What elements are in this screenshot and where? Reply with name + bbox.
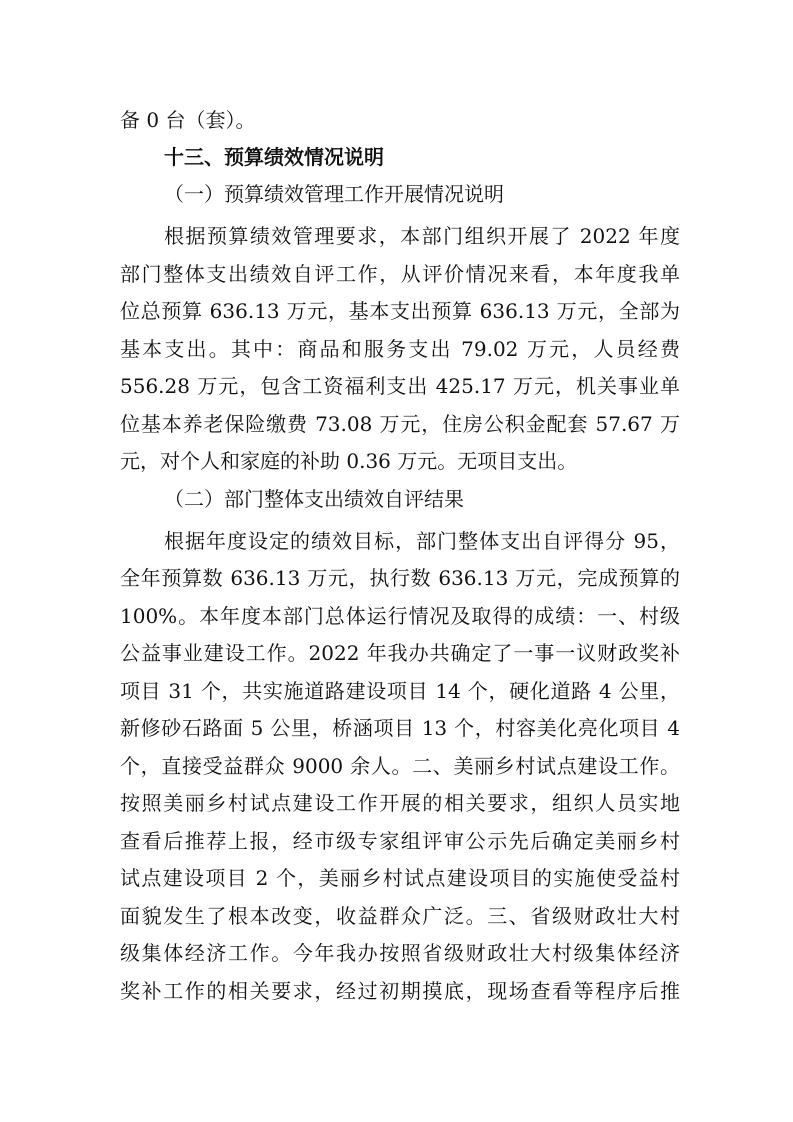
paragraph-line: 全年预算数 636.13 万元，执行数 636.13 万元，完成预算的 — [120, 566, 680, 590]
paragraph-line: 新修砂石路面 5 公里，桥涵项目 13 个，村容美化亮化项目 4 — [120, 716, 680, 740]
subsection-heading: （二）部门整体支出绩效自评结果 — [164, 487, 464, 511]
paragraph-line: 面貌发生了根本改变，收益群众广泛。三、省级财政壮大村 — [120, 904, 680, 928]
paragraph-line: 100%。本年度本部门总体运行情况及取得的成绩：一、村级 — [120, 604, 680, 628]
paragraph-line: 556.28 万元，包含工资福利支出 425.17 万元，机关事业单 — [120, 374, 680, 398]
paragraph-line: 奖补工作的相关要求，经过初期摸底，现场查看等程序后推 — [120, 979, 680, 1003]
paragraph-line: 个，直接受益群众 9000 余人。二、美丽乡村试点建设工作。 — [120, 754, 680, 778]
subsection-heading: （一）预算绩效管理工作开展情况说明 — [164, 182, 504, 206]
paragraph-line: 位基本养老保险缴费 73.08 万元，住房公积金配套 57.67 万 — [120, 412, 680, 436]
paragraph-line: 根据预算绩效管理要求，本部门组织开展了 2022 年度 — [164, 224, 680, 248]
paragraph-line: 部门整体支出绩效自评工作，从评价情况来看，本年度我单 — [120, 262, 680, 286]
section-heading: 十三、预算绩效情况说明 — [164, 145, 384, 169]
paragraph-line: 基本支出。其中：商品和服务支出 79.02 万元，人员经费 — [120, 337, 680, 361]
paragraph-line: 按照美丽乡村试点建设工作开展的相关要求，组织人员实地 — [120, 791, 680, 815]
paragraph-line: 元，对个人和家庭的补助 0.36 万元。无项目支出。 — [120, 449, 578, 473]
paragraph-line: 根据年度设定的绩效目标，部门整体支出自评得分 95， — [164, 529, 680, 553]
paragraph-line: 查看后推荐上报，经市级专家组评审公示先后确定美丽乡村 — [120, 829, 680, 853]
paragraph-line: 公益事业建设工作。2022 年我办共确定了一事一议财政奖补 — [120, 641, 680, 665]
paragraph-line: 项目 31 个，共实施道路建设项目 14 个，硬化道路 4 公里， — [120, 679, 680, 703]
paragraph-line: 级集体经济工作。今年我办按照省级财政壮大村级集体经济 — [120, 941, 680, 965]
paragraph-line: 备 0 台（套）。 — [120, 108, 256, 132]
paragraph-line: 位总预算 636.13 万元，基本支出预算 636.13 万元，全部为 — [120, 299, 680, 323]
paragraph-line: 试点建设项目 2 个，美丽乡村试点建设项目的实施使受益村 — [120, 866, 680, 890]
